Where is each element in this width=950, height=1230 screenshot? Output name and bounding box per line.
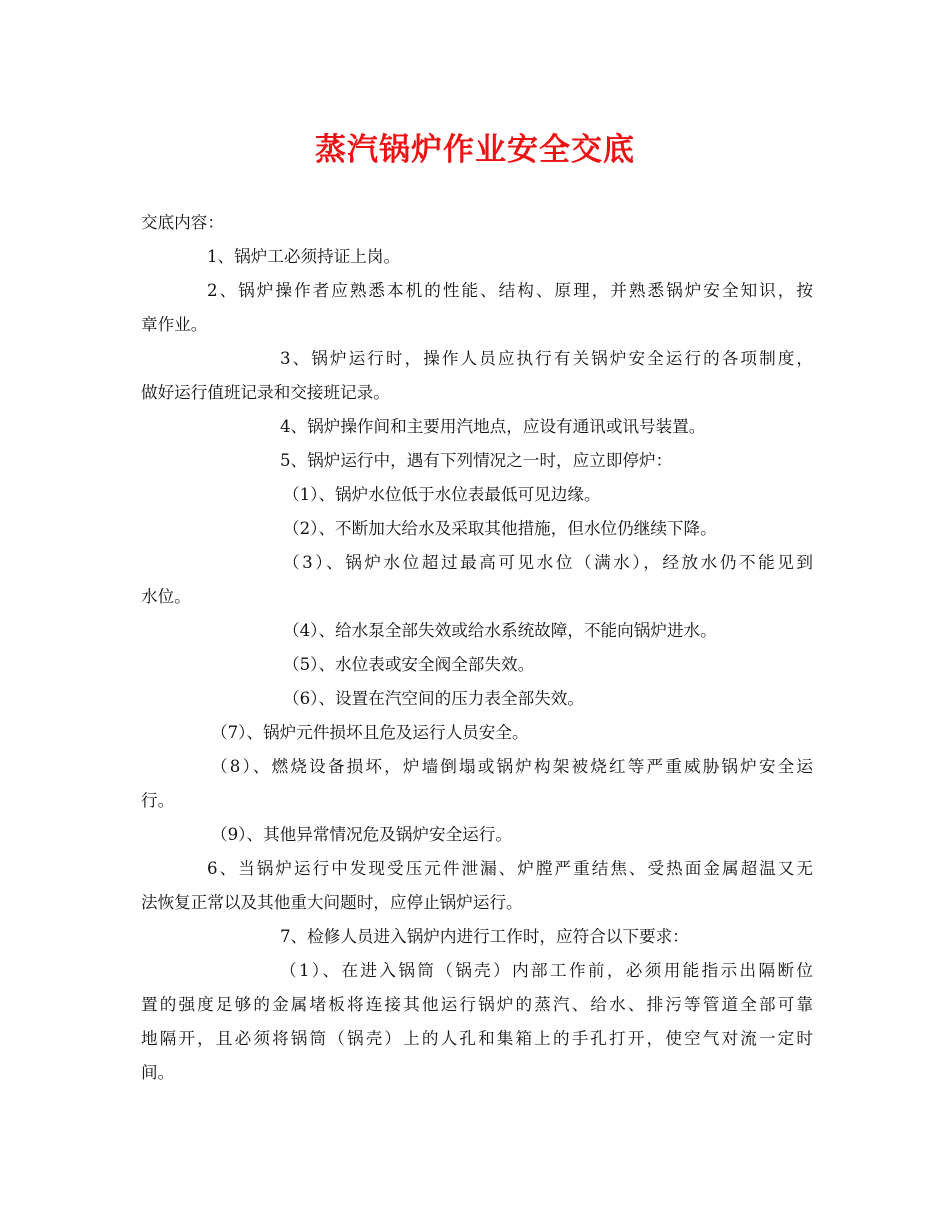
paragraph-line: 章作业。 <box>141 315 208 334</box>
paragraph-line: 法恢复正常以及其他重大问题时，应停止锅炉运行。 <box>141 893 523 912</box>
list-item-line: （7）、锅炉元件损坏且危及运行人员安全。 <box>211 723 529 742</box>
list-item-line: （8）、燃烧设备损坏，炉墙倒塌或锅炉构架被烧红等严重威胁锅炉安全运 <box>211 757 813 776</box>
list-item-line: （5）、水位表或安全阀全部失效。 <box>283 655 535 674</box>
paragraph-line: 5、锅炉运行中，遇有下列情况之一时，应立即停炉： <box>280 451 673 470</box>
list-item-line: （3）、锅炉水位超过最高可见水位（满水），经放水仍不能见到 <box>283 553 813 572</box>
paragraph-line: 1、锅炉工必须持证上岗。 <box>207 247 401 266</box>
list-item-line: （6）、设置在汽空间的压力表全部失效。 <box>283 689 584 708</box>
paragraph-line: 4、锅炉操作间和主要用汽地点，应设有通讯或讯号装置。 <box>280 417 706 436</box>
list-item-line: （1）、锅炉水位低于水位表最低可见边缘。 <box>283 485 601 504</box>
paragraph-line: 做好运行值班记录和交接班记录。 <box>141 383 390 402</box>
document-body <box>141 206 813 1090</box>
list-item-line: 地隔开，且必须将锅筒（锅壳）上的人孔和集箱上的手孔打开，使空气对流一定时 <box>141 1029 813 1048</box>
document-title: 蒸汽锅炉作业安全交底 <box>315 132 635 168</box>
list-item-line: （4）、给水泵全部失效或给水系统故障，不能向锅炉进水。 <box>283 621 717 640</box>
list-item-line: （2）、不断加大给水及采取其他措施，但水位仍继续下降。 <box>283 519 717 538</box>
list-item-line: 置的强度足够的金属堵板将连接其他运行锅炉的蒸汽、给水、排污等管道全部可靠 <box>141 995 813 1014</box>
intro-label: 交底内容： <box>141 213 224 232</box>
paragraph-line: 3、锅炉运行时，操作人员应执行有关锅炉安全运行的各项制度， <box>280 349 813 368</box>
list-item-line: （1）、在进入锅筒（锅壳）内部工作前，必须用能指示出隔断位 <box>280 961 813 980</box>
list-item-line: （9）、其他异常情况危及锅炉安全运行。 <box>211 825 512 844</box>
list-item-line: 水位。 <box>141 587 191 606</box>
paragraph-line: 6、当锅炉运行中发现受压元件泄漏、炉膛严重结焦、受热面金属超温又无 <box>207 859 813 878</box>
paragraph-line: 7、检修人员进入锅炉内进行工作时，应符合以下要求： <box>280 927 689 946</box>
list-item-line: 间。 <box>141 1063 175 1082</box>
paragraph-line: 2、锅炉操作者应熟悉本机的性能、结构、原理，并熟悉锅炉安全知识，按 <box>207 281 813 300</box>
list-item-line: 行。 <box>141 791 175 810</box>
